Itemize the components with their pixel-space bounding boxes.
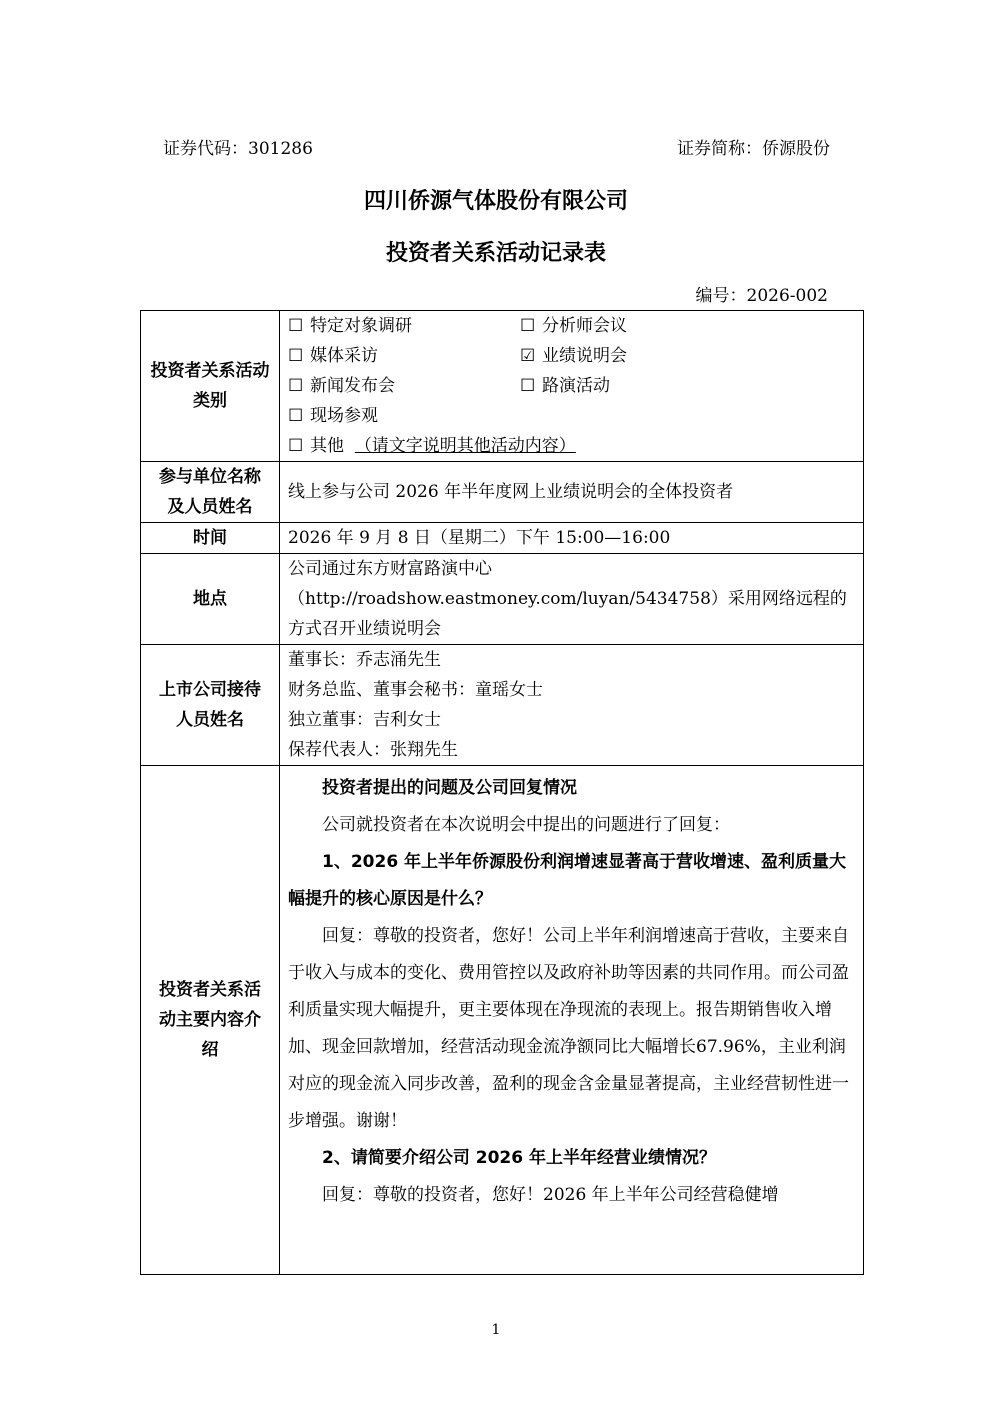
question-2: 2、请简要介绍公司 2026 年上半年经营业绩情况？ (322, 1148, 716, 1168)
content-body (280, 766, 864, 1275)
category-option-label: 业绩说明会 (542, 346, 627, 366)
row-time (141, 523, 864, 554)
row-main-content (141, 766, 864, 1275)
content-label: 投资者关系活动主要内容介绍 (141, 766, 280, 1275)
category-grid (288, 311, 855, 431)
security-code: 证券代码：301286 (163, 139, 313, 159)
category-option-label: 路演活动 (542, 376, 610, 396)
category-option (288, 371, 520, 401)
document-title: 投资者关系活动记录表 (385, 241, 606, 266)
checkbox-icon: ☐ (288, 376, 304, 396)
row-participants (141, 462, 864, 523)
row-activity-category (141, 311, 864, 462)
participants-label: 参与单位名称及人员姓名 (141, 462, 280, 523)
category-option-label: 新闻发布会 (310, 376, 395, 396)
category-option (520, 341, 855, 371)
category-option-label: 特定对象调研 (310, 316, 412, 336)
checkbox-icon: ☐ (288, 316, 304, 336)
category-option-label: 现场参观 (310, 406, 378, 426)
answer-1: 回复：尊敬的投资者，您好！公司上半年利润增速高于营收，主要来自于收入与成本的变化、费用管控以及政府补助等因素的共同作用。而公司盈利质量实现大幅提升，更主要体现在净现流的表现上。报告期销售收入增加、现金回款增加，经营活动现金流净额同比大幅增长67.96%，主业利润对应的现金流入同步改善，盈利的现金含金量显著提高，主业经营韧性进一步增强。谢谢！ (288, 926, 849, 1131)
category-other-note: （请文字说明其他活动内容） (354, 436, 576, 456)
reception-line: 独立董事：吉利女士 (288, 710, 441, 730)
company-title: 四川侨源气体股份有限公司 (363, 189, 628, 214)
record-table (140, 310, 864, 1275)
category-option (520, 311, 855, 341)
reception-line: 财务总监、董事会秘书：童瑶女士 (288, 680, 543, 700)
category-other (288, 431, 855, 461)
location-label: 地点 (141, 554, 280, 645)
category-label: 投资者关系活动类别 (141, 311, 280, 462)
document-number: 编号：2026-002 (695, 286, 828, 306)
category-options (280, 311, 864, 462)
row-location (141, 554, 864, 645)
category-option (288, 311, 520, 341)
checked-box-icon: ☑ (520, 346, 536, 366)
time-value: 2026 年 9 月 8 日（星期二）下午 15:00—16:00 (280, 523, 864, 554)
content-heading: 投资者提出的问题及公司回复情况 (322, 778, 577, 798)
participants-value: 线上参与公司 2026 年半年度网上业绩说明会的全体投资者 (280, 462, 864, 523)
checkbox-icon: ☐ (288, 436, 304, 456)
checkbox-icon: ☐ (520, 316, 536, 336)
reception-list (280, 645, 864, 766)
row-reception (141, 645, 864, 766)
content-intro: 公司就投资者在本次说明会中提出的问题进行了回复： (322, 815, 730, 835)
location-value: 公司通过东方财富路演中心（http://roadshow.eastmoney.com/luyan/5434758）采用网络远程的方式召开业绩说明会 (280, 554, 864, 645)
security-abbreviation: 证券简称：侨源股份 (677, 139, 830, 159)
category-option-label: 分析师会议 (542, 316, 627, 336)
page-number: 1 (491, 1322, 501, 1338)
category-other-label: 其他 (310, 436, 344, 456)
checkbox-icon: ☐ (288, 406, 304, 426)
category-option (520, 371, 855, 401)
reception-label: 上市公司接待人员姓名 (141, 645, 280, 766)
reception-line: 保荐代表人：张翔先生 (288, 740, 458, 760)
checkbox-icon: ☐ (520, 376, 536, 396)
category-option-label: 媒体采访 (310, 346, 378, 366)
time-label: 时间 (141, 523, 280, 554)
checkbox-icon: ☐ (288, 346, 304, 366)
question-1: 1、2026 年上半年侨源股份利润增速显著高于营收增速、盈利质量大幅提升的核心原因是什么？ (288, 852, 847, 909)
category-option (288, 341, 520, 371)
reception-line: 董事长：乔志涌先生 (288, 650, 441, 670)
answer-2: 回复：尊敬的投资者，您好！2026 年上半年公司经营稳健增 (322, 1185, 779, 1205)
category-option (288, 401, 520, 431)
